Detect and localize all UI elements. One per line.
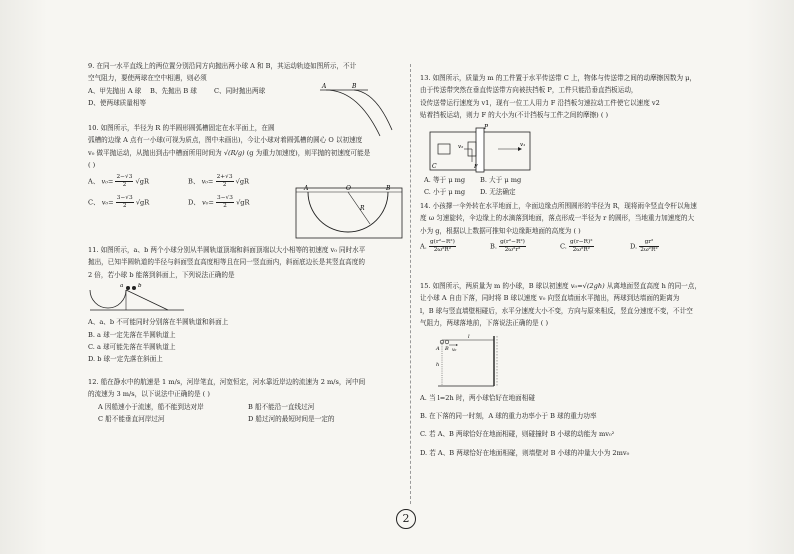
question-12 [88,376,406,426]
question-10-option-b: B、 v₀= $\frac{2+√3}{2}$ √gR [188,173,250,188]
question-10-line-3 [88,147,406,159]
question-11-figure [88,282,188,314]
question-14 [420,200,720,280]
question-13-option-c: C. 小于 μ mg [424,188,466,197]
question-11-figure-label-b: b [138,283,142,290]
question-9-figure-label-b: B [352,83,357,90]
question-15-figure-label-b: B [445,345,449,352]
option-fraction: $\frac{2+√3}{2}$ [216,173,233,188]
option-tail: √gR [236,198,250,207]
page-number: 2 [396,509,416,529]
option-lhs: v₀= [202,198,214,207]
column-divider [410,64,411,504]
option-lhs: v₀= [101,177,114,186]
question-13-line-1: 13. 如图所示，质量为 m 的工件置于水平传送带 C 上，物体与传送带之间的动摩擦因数为 μ， [420,74,697,82]
question-12-option-a: A 因船速小于流速，船不能到达对岸 [98,402,204,411]
option-fraction: $\frac{3-√3}{2}$ [116,194,133,209]
question-12-line-1: 12. 船在静水中的航速是 1 m/s，河岸笔直，河宽恒定，河水靠近岸边的流速为 2 m/s，河中间 [88,378,366,386]
question-10-figure [294,184,406,242]
question-14-option-d: D. $\frac{\text{gr²}}{\text{2ω²R²}}$ [630,239,658,254]
right-column [420,72,720,459]
question-13-figure-label-p: P [484,123,489,131]
question-10-line-1: 10. 如图所示，半径为 R 的半圆形圆弧槽固定在水平面上，在圆 [88,124,275,132]
question-9-option-d: D、使两球质量相等 [88,99,147,108]
question-12-option-c: C 船不能垂直河岸过河 [98,415,165,424]
question-14-option-b: B. $\frac{\text{g(r²−R²)}}{\text{2ω²r²}}$ [490,239,525,254]
question-14-option-a: A. $\frac{\text{g(r²−R²)}}{\text{2ω²R²}}$ [420,239,455,254]
question-10-line-3-tail: (g 为重力加速度)，则平抛的初速度可能是 [246,148,371,157]
question-10-figure-label-o: O [346,185,351,192]
question-11-figure-label-a: a [120,283,124,290]
option-tail: √gR [235,177,250,186]
left-column [88,60,406,426]
question-13-figure-label-v2: v₂ [458,143,464,150]
question-12-option-b: B 船不能沿一直线过河 [248,402,315,411]
question-10-option-a: A、 v₀= $\frac{2-√3}{2}$ √gR [88,173,149,188]
question-13-line-2: 由于传送带突然在垂直传送带方向被扶挡板 P，工件只能沿垂直挡板运动， [420,86,638,95]
question-12-line-2: 的流速为 3 m/s，以下说法中正确的是 ( ) [88,390,210,399]
question-11-line-1: 11. 如图所示，a、b 两个小球分别从半圆轨道顶端和斜面顶端以大小相等的初速度 v₀ 同时水平 [88,246,366,254]
question-15-figure-label-a: A [436,345,440,352]
option-fraction: $\frac{2-√3}{2}$ [116,173,133,188]
question-9 [88,60,406,122]
question-13-figure-label-c: C [432,162,437,170]
question-15-figure [434,332,514,390]
question-13 [420,72,720,200]
question-10-figure-label-r: R [360,205,365,212]
question-15-line-4: 气阻力，两球落地前，下落说法正确的是 ( ) [420,319,549,328]
question-15-figure-label-v0: v₀ [452,347,457,353]
question-15-option-d: D. 若 A、B 两球恰好在地面相碰，则墙壁对 B 小球的冲量大小为 2mv₀ [420,448,630,457]
question-12-option-d: D 船过河的最短时间是一定的 [248,415,335,424]
question-10-sqrt-expression: √(R/g) [223,148,245,157]
question-13-figure [428,124,538,174]
question-9-option-b: B、先抛出 B 球 [150,86,197,95]
question-13-figure-label-f: F [474,163,478,170]
option-fraction: $\frac{3-√3}{2}$ [217,194,233,209]
question-15-option-a: A. 当 l=2h 时，两小球恰好在地面相碰 [420,393,535,402]
question-10-figure-label-b: B [386,185,391,192]
question-9-options-row-1 [88,85,318,97]
question-11-option-d: D. b 球一定先落在斜面上 [88,355,163,364]
question-13-option-b: B. 大于 μ mg [480,175,522,184]
question-15-figure-label-h: h [436,361,440,368]
option-letter: C [88,198,94,207]
option-tail: √gR [135,198,150,207]
question-11-option-b: B. a 球一定先落在半圆轨道上 [88,330,176,339]
question-10-option-d: D、 v₀= $\frac{3-√3}{2}$ √gR [188,194,250,209]
question-10-options [88,174,288,210]
question-9-figure-label-a: A [322,83,327,90]
question-15-option-b: B. 在下落的同一时刻，A 球的重力功率小于 B 球的重力功率 [420,412,597,421]
option-lhs: v₀= [201,177,214,186]
question-9-option-c: C、同时抛出两球 [214,86,266,95]
question-11-option-a: A、a、b 不可能同时分别落在半圆轨道和斜面上 [88,318,229,327]
question-10 [88,122,406,244]
question-14-options [420,239,720,254]
question-14-line-3: 小为 g，根据以上数据可推知伞边缘距地面的高度为 ( ) [420,226,581,235]
question-11-option-c: C. a 球可能先落在半圆轨道上 [88,343,176,352]
question-10-answer-paren: ( ) [88,161,96,170]
option-lhs: v₀= [101,198,114,207]
question-9-line-2: 空气阻力，要使两球在空中相遇，则必须 [88,74,207,83]
question-15-line-1-tail: 从离地面竖直高度 h 的同一点， [606,282,701,290]
question-15-line-1 [420,280,720,292]
option-tail: √gR [135,177,149,186]
option-letter: B [188,177,193,186]
question-15-v0-expression: v₀=√(2gh) [570,282,605,290]
question-14-option-c: C. $\frac{\text{g(r−R)²}}{\text{2ω²R²}}$ [560,239,593,254]
question-9-line-1: 9. 在同一水平直线上的两位置分别沿同方向抛出两小球 A 和 B，其运动轨迹如图所示，不计 [88,62,357,70]
question-10-line-2: 弧槽的边缘 A 点有一小球(可视为质点，图中未画出)，今让小球对着圆弧槽的圆心 O 以初速度 [88,136,363,145]
option-letter: D [188,198,194,207]
question-15-line-3: l，B 球与竖直墙壁相碰后，水平分速度大小不变，方向与原来相反，竖直分速度不变，不计空 [420,306,693,315]
option-letter: A [88,177,93,186]
question-15 [420,280,720,459]
question-15-line-2: 让小球 A 自由下落，同时将 B 球以速度 v₀ 向竖直墙面水平抛出，两球到达墙面的距离为 [420,294,680,303]
question-13-line-4: 贴着挡板运动，则力 F 的大小为(不计挡板与工件之间的摩擦) ( ) [420,111,609,120]
question-13-figure-label-v1: v₁ [520,141,526,148]
question-11 [88,244,406,372]
question-14-line-2: 度 ω 匀速旋转，伞边缘上的水滴落到地面，落点形成一半径为 r 的圆形，当地重力加速度的大 [420,214,695,223]
question-13-line-3: 设传送带运行速度为 v1，现有一位工人用力 F 沿挡板匀速拉动工件使它以速度 v2 [420,98,660,107]
question-10-option-c: C、 v₀= $\frac{3-√3}{2}$ √gR [88,194,150,209]
question-9-option-a: A、甲先抛出 A 球 [88,86,142,95]
question-11-line-2: 抛出，已知半圆轨道的半径与斜面竖直高度相等且在同一竖直面内，斜面底边长是其竖直高度的 [88,258,365,267]
question-10-line-3-text: v₀ 做平抛运动，从抛出到击中槽面所用时间为 [88,148,222,157]
question-11-line-3: 2 倍，若小球 b 能落到斜面上，下列说法正确的是 [88,270,235,279]
question-14-line-1: 14. 小孩撑一伞外转在水平地面上，伞面边缘点所围圆形的半径为 R，现将雨伞竖直令杆以角速 [420,202,697,210]
question-15-line-1-text: 15. 如图所示，两质量为 m 的小球，B 球以初速度 [420,282,569,290]
question-13-option-a: A. 等于 μ mg [424,175,466,184]
question-10-figure-label-a: A [304,185,309,192]
question-15-option-c: C. 若 A、B 两球恰好在地面相碰，则碰撞时 B 小球的动能为 mv₀² [420,430,615,439]
question-13-option-d: D. 无法确定 [480,188,516,197]
question-15-figure-label-l: l [468,333,470,340]
